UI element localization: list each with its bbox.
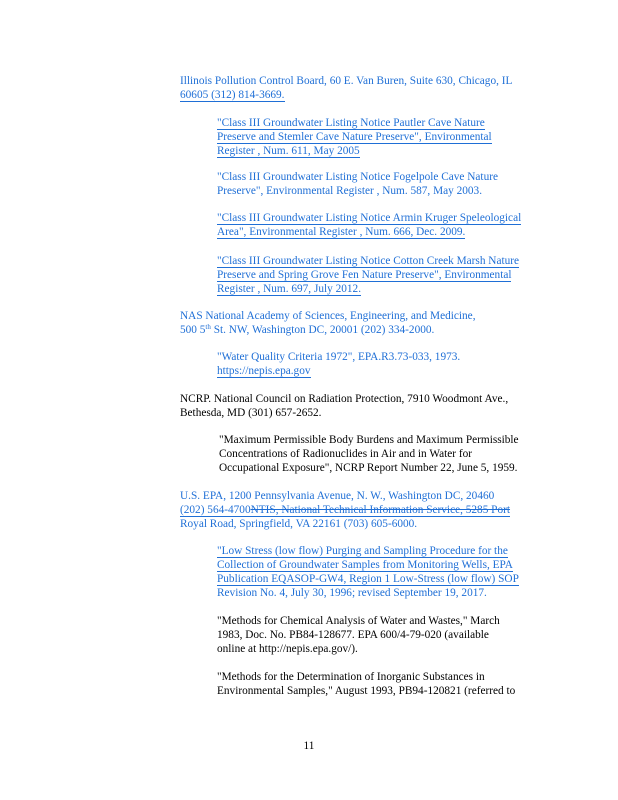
ref-line: NAS National Academy of Sciences, Engineering, and Medicine, [180,310,476,322]
ref-line: Bethesda, MD (301) 657-2652. [180,407,322,419]
ref-line: 1983, Doc. No. PB84-128677. EPA 600/4-79-020 (available [217,629,489,641]
nepis-link[interactable]: https://nepis.epa.gov [217,365,311,377]
ntis-deleted-text: NTIS, National Technical Information Service, 5285 Port [250,504,511,516]
ref-line: NCRP. National Council on Radiation Protection, 7910 Woodmont Ave., [180,393,509,405]
ref-water-quality-criteria [217,350,460,378]
ref-line: Preserve and Spring Grove Fen Nature Preserve", Environmental [217,269,512,281]
ref-us-epa [180,489,510,531]
ref-line: Royal Road, Springfield, VA 22161 (703) 605-6000. [180,518,418,530]
ref-line-part: 500 5 [180,324,206,336]
ref-line: "Maximum Permissible Body Burdens and Maximum Permissible [219,434,519,446]
ref-line: Environmental Samples," August 1993, PB94-120821 (referred to [217,685,516,697]
ref-max-permissible [219,433,519,475]
ref-line: "Class III Groundwater Listing Notice Armin Kruger Speleological [217,212,522,224]
ref-line: Register , Num. 697, July 2012. [217,283,362,295]
ref-line: "Methods for Chemical Analysis of Water and Wastes," March [217,615,500,627]
ref-line: "Low Stress (low flow) Purging and Sampling Procedure for the [217,545,508,557]
ref-line: Collection of Groundwater Samples from Monitoring Wells, EPA [217,559,513,571]
ref-cotton-creek[interactable] [217,254,519,296]
ref-line-part: St. NW, Washington DC, 20001 (202) 334-2000. [210,324,435,336]
ref-fogelpole-cave [217,170,498,198]
ref-inorganic-substances [217,670,515,698]
ref-line: Preserve", Environmental Register , Num. 587, May 2003. [217,185,483,197]
page-number: 11 [303,740,315,752]
ref-line-link[interactable]: 60605 (312) 814-3669. [180,89,285,101]
ref-armin-kruger[interactable] [217,211,521,239]
ref-low-stress[interactable] [217,544,519,600]
ref-line: "Class III Groundwater Listing Notice Fogelpole Cave Nature [217,171,498,183]
ref-ncrp [180,392,508,420]
ref-line: Illinois Pollution Control Board, 60 E. Van Buren, Suite 630, Chicago, IL [180,75,513,87]
ref-line: Publication EQASOP-GW4, Region 1 Low-Stress (low flow) SOP [217,573,519,585]
ref-line: "Water Quality Criteria 1972", EPA.R3.73-033, 1973. [217,351,461,363]
ref-line: "Methods for the Determination of Inorganic Substances in [217,671,485,683]
ref-line: "Class III Groundwater Listing Notice Pautler Cave Nature [217,117,485,129]
ordinal-superscript: th [205,323,211,331]
ref-line: Preserve and Stemler Cave Nature Preserve", Environmental [217,131,492,143]
epa-phone: (202) 564-4700 [180,504,251,516]
ref-line: Occupational Exposure", NCRP Report Number 22, June 5, 1959. [219,462,518,474]
ref-line: "Class III Groundwater Listing Notice Cotton Creek Marsh Nature [217,255,520,267]
ref-illinois-pcb [180,74,512,102]
ref-line: Register , Num. 611, May 2005 [217,145,360,157]
ref-methods-chemical-analysis [217,614,500,656]
ref-line: Area", Environmental Register , Num. 666, Dec. 2009. [217,226,466,238]
ref-line: online at http://nepis.epa.gov/). [217,643,358,655]
ref-pautler-cave[interactable] [217,116,492,158]
ref-line: Concentrations of Radionuclides in Air and in Water for [219,448,473,460]
ref-line: Revision No. 4, July 30, 1996; revised September 19, 2017. [217,587,487,599]
ref-line: U.S. EPA, 1200 Pennsylvania Avenue, N. W., Washington DC, 20460 [180,490,495,502]
ref-nas [180,309,476,337]
